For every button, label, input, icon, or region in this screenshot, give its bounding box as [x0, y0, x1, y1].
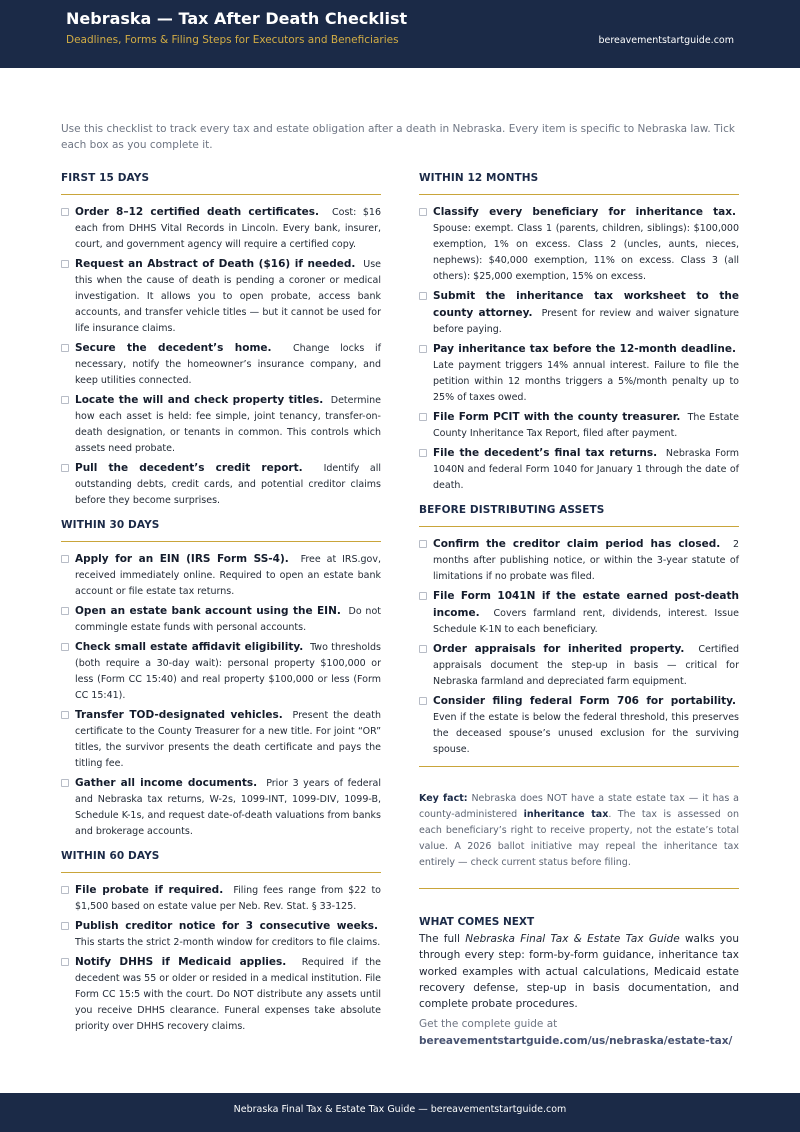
checklist-item [61, 918, 381, 951]
item-heading: Secure the decedent’s home. [75, 342, 272, 354]
section-title-within-30-days: WITHIN 30 DAYS [61, 517, 381, 542]
checklist-item [61, 340, 381, 389]
checklist-item [419, 445, 739, 494]
checklist-item [419, 588, 739, 638]
item-description: Two thresholds (both require a 30-day wait): personal property $100,000 or less (Form CC 15:40) and real property $100,000 or less (Form CC 15:41). [75, 642, 381, 701]
intro-text: Use this checklist to track every tax and estate obligation after a death in Nebraska. Every item is specific to Nebraska law. Tick each box as you complete it. [61, 123, 735, 151]
checkbox[interactable] [61, 555, 69, 563]
wn-post: walks you through every step: form-by-form guidance, inheritance tax worked examples with actual calculations, Medicaid estate recovery defense, step-up in basis documentation, and complete probate procedures. [419, 933, 739, 1011]
checkbox[interactable] [61, 396, 69, 404]
what-comes-next-body [419, 931, 739, 1012]
checkbox[interactable] [419, 292, 427, 300]
checkbox[interactable] [61, 779, 69, 787]
guide-link[interactable]: bereavementstartguide.com/us/nebraska/estate-tax/ [419, 1034, 733, 1047]
header-site-url: bereavementstartguide.com [598, 35, 734, 46]
item-description: Use this when the cause of death is pending a coroner or medical investigation. It allows you to open probate, access bank accounts, and transfer vehicle titles — but it cannot be used for life insurance claims. [75, 259, 381, 334]
checkbox[interactable] [61, 260, 69, 268]
checklist-item [61, 882, 381, 915]
section-title-first-15-days: FIRST 15 DAYS [61, 170, 381, 195]
checkbox[interactable] [61, 711, 69, 719]
checklist-item [61, 256, 381, 337]
item-description: Present for review and waiver signature before paying. [433, 308, 740, 335]
checkbox[interactable] [419, 413, 427, 421]
checklist-item [61, 707, 381, 772]
item-description: Even if the estate is below the federal threshold, this preserves the deceased spouse’s unused exclusion for the surviving spouse. [433, 712, 739, 755]
item-heading: Pay inheritance tax before the 12-month deadline. [433, 343, 736, 355]
wn-pre: The full [419, 933, 460, 945]
checklist-item [61, 551, 381, 600]
checkbox[interactable] [61, 886, 69, 894]
checklist-item [419, 693, 739, 758]
checkbox[interactable] [61, 464, 69, 472]
item-heading: File probate if required. [75, 884, 224, 896]
item-heading: Request an Abstract of Death ($16) if needed. [75, 258, 356, 270]
checkbox[interactable] [61, 607, 69, 615]
item-description: Cost: $16 each from DHHS Vital Records in Lincoln. Every bank, insurer, court, and government agency will require a certified copy. [75, 207, 381, 250]
item-description: Present the death certificate to the County Treasurer for a new title. For joint “OR” titles, the survivor presents the death certificate and pays the titling fee. [75, 710, 381, 769]
checklist-item [419, 341, 739, 406]
item-heading: Open an estate bank account using the EIN. [75, 605, 341, 617]
item-heading: Order appraisals for inherited property. [433, 643, 685, 655]
left-column [61, 170, 381, 1038]
page-footer [0, 1093, 800, 1132]
item-description: Change locks if necessary, notify the homeowner’s insurance company, and keep utilities connected. [75, 343, 381, 386]
footer-text: Nebraska Final Tax & Estate Tax Guide — bereavementstartguide.com [233, 1104, 567, 1115]
item-heading: Publish creditor notice for 3 consecutive weeks. [75, 920, 378, 932]
checklist-within-60-days [61, 882, 381, 1035]
checkbox[interactable] [419, 208, 427, 216]
checkbox[interactable] [61, 643, 69, 651]
item-heading: Pull the decedent’s credit report. [75, 462, 303, 474]
item-heading: Confirm the creditor claim period has closed. [433, 538, 721, 550]
item-heading: Transfer TOD-designated vehicles. [75, 709, 283, 721]
checklist-first-15-days [61, 204, 381, 509]
item-description: 2 months after publishing notice, or within the 3-year statute of limitations if no probate was filed. [433, 539, 739, 582]
item-description: The Estate County Inheritance Tax Report, filed after payment. [433, 412, 739, 439]
item-description: Determine how each asset is held: fee simple, joint tenancy, transfer-on-death designation, or tenants in common. This controls which assets need probate. [75, 395, 381, 454]
item-description: Late payment triggers 14% annual interest. Failure to file the petition within 12 months triggers a 5%/month penalty up to 25% of taxes owed. [433, 360, 739, 403]
item-heading: Apply for an EIN (IRS Form SS-4). [75, 553, 289, 565]
item-heading: File Form 1041N if the estate earned post-death income. [433, 590, 739, 619]
checklist-item [419, 409, 739, 442]
page-subtitle: Deadlines, Forms & Filing Steps for Executors and Beneficiaries [66, 34, 399, 46]
section-title-within-60-days: WITHIN 60 DAYS [61, 848, 381, 873]
key-fact-text-2: . The tax is assessed on each beneficiary’s right to receive property, not the estate’s total value. A 2026 ballot initiative may repeal the inheritance tax entirely — check current status before filing. [419, 809, 740, 868]
checklist-item [61, 775, 381, 840]
checklist-item [61, 954, 381, 1035]
item-heading: File Form PCIT with the county treasurer. [433, 411, 681, 423]
section-title-within-12-months: WITHIN 12 MONTHS [419, 170, 739, 195]
item-heading: Consider filing federal Form 706 for portability. [433, 695, 736, 707]
checklist-within-12-months [419, 204, 739, 494]
item-description: This starts the strict 2-month window for creditors to file claims. [75, 937, 381, 948]
checkbox[interactable] [419, 697, 427, 705]
checkbox[interactable] [419, 540, 427, 548]
item-heading: Locate the will and check property titles. [75, 394, 324, 406]
checklist-before-distributing [419, 536, 739, 758]
key-fact-box [419, 791, 739, 871]
checklist-item [61, 603, 381, 636]
checklist-item [419, 204, 739, 285]
key-fact-label: Key fact: [419, 793, 468, 804]
item-description: Do not commingle estate funds with personal accounts. [75, 606, 381, 633]
right-column [419, 170, 739, 1049]
checkbox[interactable] [419, 345, 427, 353]
checkbox[interactable] [419, 449, 427, 457]
key-fact-text-1: Nebraska does NOT have a state estate tax — it has a county-administered [419, 793, 739, 820]
item-heading: Submit the inheritance tax worksheet to the county attorney. [433, 290, 739, 319]
page-header [0, 0, 800, 68]
key-fact-emphasis: inheritance tax [523, 809, 609, 820]
section-title-before-distributing: BEFORE DISTRIBUTING ASSETS [419, 502, 739, 527]
item-description: Filing fees range from $22 to $1,500 based on estate value per Neb. Rev. Stat. § 33-125. [75, 885, 381, 912]
divider [419, 888, 739, 889]
page-title: Nebraska — Tax After Death Checklist [66, 9, 408, 28]
checkbox[interactable] [419, 645, 427, 653]
guide-cta-text: Get the complete guide at [419, 1018, 558, 1031]
checklist-item [419, 536, 739, 585]
divider [419, 766, 739, 767]
item-description: Identify all outstanding debts, credit cards, and potential creditor claims before they become surprises. [75, 463, 381, 506]
item-heading: Order 8–12 certified death certificates. [75, 206, 320, 218]
checkbox[interactable] [61, 922, 69, 930]
checkbox[interactable] [61, 958, 69, 966]
checklist-item [61, 204, 381, 253]
item-heading: Notify DHHS if Medicaid applies. [75, 956, 287, 968]
checkbox[interactable] [61, 344, 69, 352]
item-heading: Classify every beneficiary for inheritance tax. [433, 206, 736, 218]
what-comes-next-title: WHAT COMES NEXT [419, 916, 535, 928]
item-description: Required if the decedent was 55 or older or resided in a medical institution. File Form CC 15:5 with the court. Do NOT distribute any assets until you receive DHHS clearance. Funeral expenses take absolute priority over DHHS recovery claims. [75, 957, 381, 1032]
checklist-item [61, 460, 381, 509]
checklist-item [61, 639, 381, 704]
what-comes-next [419, 916, 739, 1049]
checklist-item [419, 288, 739, 338]
checklist-item [61, 392, 381, 457]
checkbox[interactable] [61, 208, 69, 216]
item-description: Free at IRS.gov, received immediately online. Required to open an estate bank account or file estate tax returns. [75, 554, 382, 597]
item-description: Covers farmland rent, dividends, interest. Issue Schedule K-1N to each beneficiary. [433, 608, 739, 635]
item-heading: File the decedent’s final tax returns. [433, 447, 658, 459]
item-description: Spouse: exempt. Class 1 (parents, children, siblings): $100,000 exemption, 1% on excess. Class 2 (uncles, aunts, nieces, nephews): $40,000 exemption, 11% on excess. Class 3 (all others): $25,000 exemption, 15% on excess. [433, 223, 739, 282]
checklist-within-30-days [61, 551, 381, 840]
item-description: Certified appraisals document the step-up in basis — critical for Nebraska farmland and depreciated farm equipment. [433, 644, 739, 687]
checklist-item [419, 641, 739, 690]
item-heading: Gather all income documents. [75, 777, 258, 789]
checkbox[interactable] [419, 592, 427, 600]
item-heading: Check small estate affidavit eligibility. [75, 641, 304, 653]
guide-title: Nebraska Final Tax & Estate Tax Guide [465, 933, 680, 945]
item-description: Nebraska Form 1040N and federal Form 1040 for January 1 through the date of death. [433, 448, 740, 491]
item-description: Prior 3 years of federal and Nebraska tax returns, W-2s, 1099-INT, 1099-DIV, 1099-B, Schedule K-1s, and request date-of-death valuations from banks and brokerage accounts. [75, 778, 381, 837]
